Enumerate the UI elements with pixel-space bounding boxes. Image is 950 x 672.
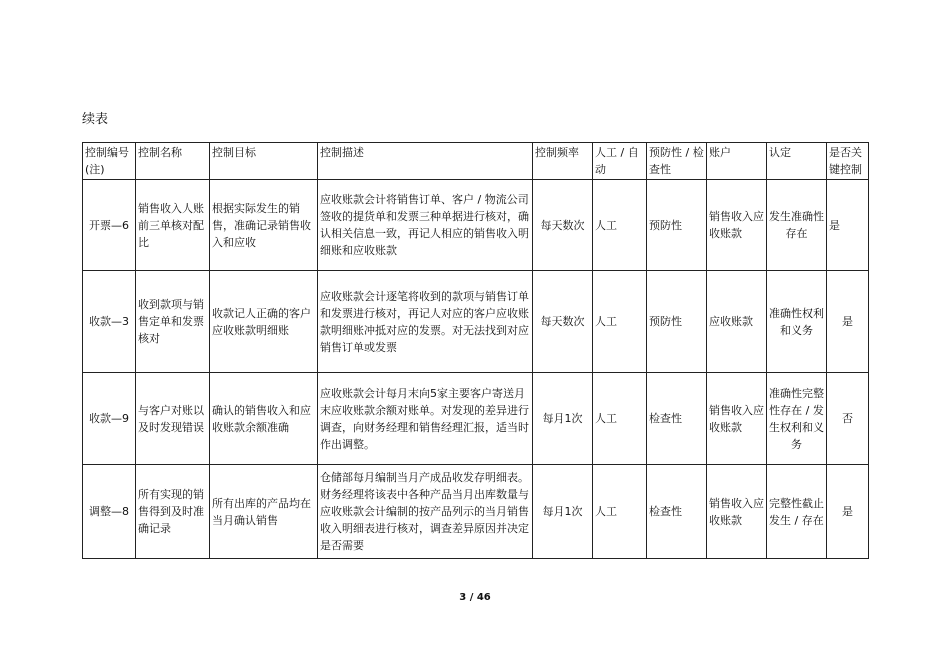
control-objective: 根据实际发生的销售，准确记录销售收入和应收	[210, 180, 318, 271]
control-frequency: 每天数次	[533, 271, 593, 373]
control-code: 收款—9	[83, 373, 136, 465]
header-cell: 控制描述	[318, 143, 533, 180]
header-cell: 控制名称	[136, 143, 210, 180]
account: 销售收入应收账款	[707, 373, 767, 465]
manual-or-auto: 人工	[593, 271, 647, 373]
control-name: 所有实现的销售得到及时准确记录	[136, 465, 210, 559]
header-cell: 预防性 / 检查性	[647, 143, 707, 180]
control-name: 销售收入人账前三单核对配比	[136, 180, 210, 271]
table-row	[83, 271, 869, 373]
manual-or-auto: 人工	[593, 180, 647, 271]
control-name: 与客户对账以及时发现错误	[136, 373, 210, 465]
control-type: 检查性	[647, 465, 707, 559]
control-description: 应收账款会计每月末向5家主要客户寄送月末应收账款余额对账单。对发现的差异进行调查，向财务经理和销售经理汇报，适当时作出调整。	[318, 373, 533, 465]
table-row	[83, 180, 869, 271]
header-cell: 是否关键控制	[827, 143, 869, 180]
header-cell: 账户	[707, 143, 767, 180]
page-title: 续表	[82, 112, 109, 127]
control-code: 开票—6	[83, 180, 136, 271]
assertion: 发生准确性存在	[767, 180, 827, 271]
header-cell: 控制频率	[533, 143, 593, 180]
control-type: 检查性	[647, 373, 707, 465]
key-control: 是	[827, 271, 869, 373]
account: 销售收入应收账款	[707, 465, 767, 559]
assertion: 准确性权利和义务	[767, 271, 827, 373]
control-code: 调整—8	[83, 465, 136, 559]
manual-or-auto: 人工	[593, 373, 647, 465]
header-cell: 人工 / 自动	[593, 143, 647, 180]
table-row	[83, 465, 869, 559]
header-cell: 认定	[767, 143, 827, 180]
page-number: 3 / 46	[459, 592, 491, 603]
control-frequency: 每天数次	[533, 180, 593, 271]
control-frequency: 每月1次	[533, 373, 593, 465]
header-cell: 控制编号(注)	[83, 143, 136, 180]
control-description: 仓储部每月编制当月产成品收发存明细表。财务经理将该表中各种产品当月出库数量与应收账款会计编制的按产品列示的当月销售收入明细表进行核对，调查差异原因并决定是否需要	[318, 465, 533, 559]
header-cell: 控制目标	[210, 143, 318, 180]
control-frequency: 每月1次	[533, 465, 593, 559]
control-objective: 收款记人正确的客户应收账款明细账	[210, 271, 318, 373]
control-description: 应收账款会计将销售订单、客户 / 物流公司签收的提货单和发票三种单据进行核对，确认相关信息一致，再记人相应的销售收入明细账和应收账款	[318, 180, 533, 271]
key-control: 否	[827, 373, 869, 465]
control-description: 应收账款会计逐笔将收到的款项与销售订单和发票进行核对，再记人对应的客户应收账款明细账冲抵对应的发票。对无法找到对应销售订单或发票	[318, 271, 533, 373]
table-header-row	[83, 143, 869, 180]
table-row	[83, 373, 869, 465]
control-type: 预防性	[647, 180, 707, 271]
control-objective: 确认的销售收入和应收账款余额准确	[210, 373, 318, 465]
account: 销售收入应收账款	[707, 180, 767, 271]
key-control: 是	[827, 465, 869, 559]
assertion: 准确性完整性存在 / 发生权利和义务	[767, 373, 827, 465]
control-type: 预防性	[647, 271, 707, 373]
control-table	[82, 142, 869, 559]
control-code: 收款—3	[83, 271, 136, 373]
assertion: 完整性截止发生 / 存在	[767, 465, 827, 559]
control-objective: 所有出库的产品均在当月确认销售	[210, 465, 318, 559]
key-control: 是	[827, 180, 869, 271]
account: 应收账款	[707, 271, 767, 373]
manual-or-auto: 人工	[593, 465, 647, 559]
control-name: 收到款项与销售定单和发票核对	[136, 271, 210, 373]
